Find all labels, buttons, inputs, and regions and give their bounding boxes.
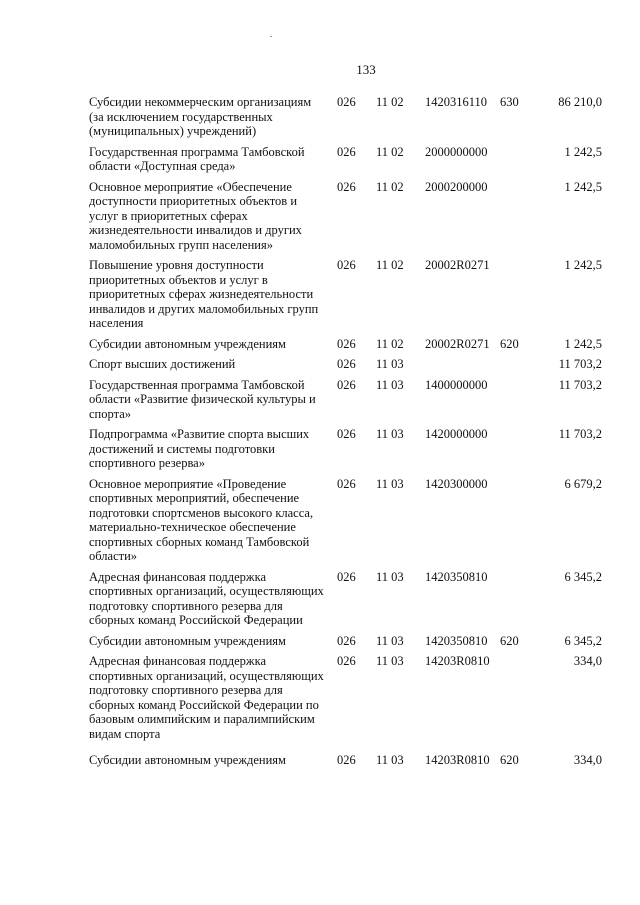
row-target: 14203R0810 (425, 654, 490, 668)
row-admin: 026 (337, 476, 356, 491)
row-section: 11 03 (376, 753, 404, 767)
row-section: 11 03 (376, 654, 404, 668)
budget-table (0, 95, 640, 774)
table-row (0, 145, 640, 174)
row-admin: 026 (337, 144, 356, 159)
table-row (0, 95, 640, 139)
row-target: 2000000000 (425, 144, 488, 159)
row-admin: 026 (337, 569, 356, 584)
row-section: 11 03 (376, 633, 404, 648)
row-name: Субсидии автономным учреждениям (89, 336, 286, 351)
row-section: 11 03 (376, 357, 404, 371)
table-row (0, 634, 640, 649)
row-section: 11 03 (376, 427, 404, 441)
row-amount: 11 703,2 (558, 377, 602, 392)
row-admin: 026 (337, 357, 356, 371)
row-target: 1400000000 (425, 377, 488, 392)
row-expense: 620 (500, 633, 519, 648)
row-name: Адресная финансовая поддержка спортивных организаций, осуществляющих подготовку спортивного резерва для сборных команд Российской Федерации (89, 569, 324, 627)
row-section: 11 03 (376, 377, 404, 392)
row-target: 14203R0810 (425, 753, 490, 767)
row-target: 1420350810 (425, 569, 488, 584)
row-name: Субсидии автономным учреждениям (89, 633, 286, 648)
row-amount: 86 210,0 (558, 95, 602, 109)
row-target: 1420350810 (425, 633, 488, 648)
row-name: Государственная программа Тамбовской области «Доступная среда» (89, 144, 305, 173)
row-amount: 1 242,5 (564, 144, 602, 159)
table-row (0, 180, 640, 253)
table-row (0, 258, 640, 331)
row-section: 11 03 (376, 476, 404, 491)
row-admin: 026 (337, 427, 356, 441)
table-row (0, 378, 640, 422)
table-row (0, 477, 640, 564)
table-row (0, 654, 640, 741)
row-admin: 026 (337, 654, 356, 668)
row-name: Субсидии некоммерческим организациям (за исключением государственных (муниципальных) учреждений) (89, 95, 312, 138)
row-expense: 620 (500, 336, 519, 351)
row-name: Повышение уровня доступности приоритетных объектов и услуг в приоритетных сферах жизнедеятельности инвалидов и других маломобильных групп населения (89, 258, 319, 330)
row-admin: 026 (337, 633, 356, 648)
row-amount: 334,0 (573, 654, 602, 668)
row-amount: 6 345,2 (564, 633, 602, 648)
row-name: Адресная финансовая поддержка спортивных организаций, осуществляющих подготовку спортивного резерва для сборных команд Российской Федерации по базовым олимпийским и паралимпийским видам спорта (89, 654, 324, 741)
table-row (0, 570, 640, 628)
row-target: 2000200000 (425, 179, 488, 194)
row-name: Государственная программа Тамбовской области «Развитие физической культуры и спорта» (89, 377, 316, 421)
row-target: 1420316110 (425, 95, 488, 109)
row-name: Субсидии автономным учреждениям (89, 753, 286, 767)
row-amount: 6 679,2 (564, 476, 602, 491)
row-admin: 026 (337, 258, 356, 272)
row-admin: 026 (337, 179, 356, 194)
row-section: 11 02 (376, 179, 404, 194)
row-section: 11 02 (376, 144, 404, 159)
row-section: 11 03 (376, 569, 404, 584)
row-admin: 026 (337, 377, 356, 392)
row-admin: 026 (337, 95, 356, 109)
row-amount: 11 703,2 (558, 427, 602, 441)
row-amount: 1 242,5 (564, 258, 602, 272)
table-row (0, 427, 640, 471)
row-admin: 026 (337, 336, 356, 351)
row-amount: 1 242,5 (564, 336, 602, 351)
row-amount: 1 242,5 (564, 179, 602, 194)
table-row (0, 753, 640, 768)
row-target: 1420300000 (425, 476, 488, 491)
page-number: 133 (356, 62, 376, 77)
row-target: 20002R0271 (425, 336, 490, 351)
row-amount: 334,0 (573, 753, 602, 767)
row-name: Подпрограмма «Развитие спорта высших достижений и системы подготовки спортивного резерва» (89, 427, 310, 470)
row-admin: 026 (337, 753, 356, 767)
row-amount: 11 703,2 (558, 357, 602, 371)
table-row (0, 357, 640, 372)
row-expense: 620 (500, 753, 519, 767)
row-target: 20002R0271 (425, 258, 490, 272)
row-expense: 630 (500, 95, 519, 109)
row-name: Спорт высших достижений (89, 357, 236, 371)
row-name: Основное мероприятие «Проведение спортивных мероприятий, обеспечение подготовки спортсменов высокого класса, материально-техническое обеспечение спортивных сборных команд Тамбовской области» (89, 476, 314, 563)
row-section: 11 02 (376, 336, 404, 351)
table-row (0, 337, 640, 352)
row-section: 11 02 (376, 258, 404, 272)
row-target: 1420000000 (425, 427, 488, 441)
row-name: Основное мероприятие «Обеспечение доступности приоритетных объектов и услуг в приоритетных сферах жизнедеятельности инвалидов и других маломобильных групп населения» (89, 179, 302, 252)
scan-speck (270, 36, 272, 37)
row-section: 11 02 (376, 95, 404, 109)
row-amount: 6 345,2 (564, 569, 602, 584)
